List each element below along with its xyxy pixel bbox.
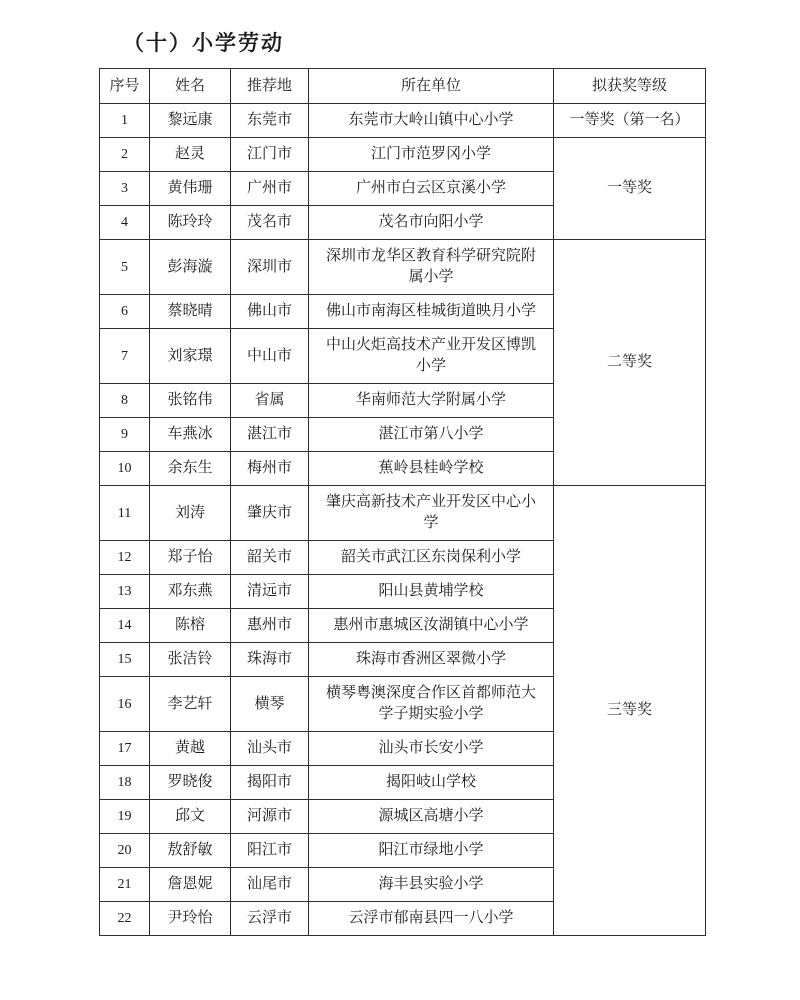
cell-no: 8 bbox=[100, 384, 150, 418]
cell-name: 车燕冰 bbox=[150, 418, 231, 452]
award-cell: 一等奖（第一名） bbox=[554, 104, 706, 138]
cell-name: 敖舒敏 bbox=[150, 834, 231, 868]
cell-unit: 茂名市向阳小学 bbox=[309, 206, 554, 240]
cell-unit: 江门市范罗冈小学 bbox=[309, 138, 554, 172]
cell-place: 韶关市 bbox=[231, 541, 309, 575]
cell-place: 东莞市 bbox=[231, 104, 309, 138]
cell-name: 张洁铃 bbox=[150, 643, 231, 677]
cell-unit: 韶关市武江区东岗保利小学 bbox=[309, 541, 554, 575]
cell-name: 余东生 bbox=[150, 452, 231, 486]
award-cell: 二等奖 bbox=[554, 240, 706, 486]
cell-unit: 源城区高塘小学 bbox=[309, 800, 554, 834]
cell-name: 詹恩妮 bbox=[150, 868, 231, 902]
cell-unit: 佛山市南海区桂城街道映月小学 bbox=[309, 295, 554, 329]
table-row bbox=[100, 240, 706, 295]
cell-no: 9 bbox=[100, 418, 150, 452]
award-cell: 三等奖 bbox=[554, 486, 706, 936]
cell-place: 中山市 bbox=[231, 329, 309, 384]
cell-no: 16 bbox=[100, 677, 150, 732]
cell-name: 罗晓俊 bbox=[150, 766, 231, 800]
cell-name: 邱文 bbox=[150, 800, 231, 834]
cell-no: 11 bbox=[100, 486, 150, 541]
cell-name: 黎远康 bbox=[150, 104, 231, 138]
cell-no: 1 bbox=[100, 104, 150, 138]
cell-place: 肇庆市 bbox=[231, 486, 309, 541]
cell-no: 17 bbox=[100, 732, 150, 766]
cell-no: 7 bbox=[100, 329, 150, 384]
cell-place: 省属 bbox=[231, 384, 309, 418]
cell-place: 河源市 bbox=[231, 800, 309, 834]
cell-unit: 湛江市第八小学 bbox=[309, 418, 554, 452]
cell-place: 广州市 bbox=[231, 172, 309, 206]
cell-name: 彭海漩 bbox=[150, 240, 231, 295]
cell-unit: 揭阳岐山学校 bbox=[309, 766, 554, 800]
cell-place: 深圳市 bbox=[231, 240, 309, 295]
cell-unit: 阳江市绿地小学 bbox=[309, 834, 554, 868]
cell-unit: 中山火炬高技术产业开发区博凯小学 bbox=[309, 329, 554, 384]
cell-place: 横琴 bbox=[231, 677, 309, 732]
header-place: 推荐地 bbox=[231, 69, 309, 104]
cell-place: 江门市 bbox=[231, 138, 309, 172]
cell-name: 尹玲怡 bbox=[150, 902, 231, 936]
cell-place: 湛江市 bbox=[231, 418, 309, 452]
cell-no: 5 bbox=[100, 240, 150, 295]
table-row bbox=[100, 104, 706, 138]
cell-no: 22 bbox=[100, 902, 150, 936]
header-no: 序号 bbox=[100, 69, 150, 104]
cell-name: 陈玲玲 bbox=[150, 206, 231, 240]
cell-no: 15 bbox=[100, 643, 150, 677]
cell-no: 19 bbox=[100, 800, 150, 834]
cell-no: 20 bbox=[100, 834, 150, 868]
award-cell: 一等奖 bbox=[554, 138, 706, 240]
header-unit: 所在单位 bbox=[309, 69, 554, 104]
cell-place: 云浮市 bbox=[231, 902, 309, 936]
cell-no: 21 bbox=[100, 868, 150, 902]
cell-name: 张铭伟 bbox=[150, 384, 231, 418]
cell-place: 珠海市 bbox=[231, 643, 309, 677]
cell-unit: 东莞市大岭山镇中心小学 bbox=[309, 104, 554, 138]
cell-unit: 华南师范大学附属小学 bbox=[309, 384, 554, 418]
cell-unit: 肇庆高新技术产业开发区中心小学 bbox=[309, 486, 554, 541]
cell-place: 阳江市 bbox=[231, 834, 309, 868]
cell-name: 李艺轩 bbox=[150, 677, 231, 732]
cell-unit: 蕉岭县桂岭学校 bbox=[309, 452, 554, 486]
cell-name: 陈榕 bbox=[150, 609, 231, 643]
cell-place: 汕头市 bbox=[231, 732, 309, 766]
cell-place: 惠州市 bbox=[231, 609, 309, 643]
table-body bbox=[100, 104, 706, 936]
cell-name: 郑子怡 bbox=[150, 541, 231, 575]
cell-unit: 深圳市龙华区教育科学研究院附属小学 bbox=[309, 240, 554, 295]
cell-unit: 横琴粤澳深度合作区首都师范大学子期实验小学 bbox=[309, 677, 554, 732]
cell-unit: 云浮市郁南县四一八小学 bbox=[309, 902, 554, 936]
cell-place: 汕尾市 bbox=[231, 868, 309, 902]
cell-unit: 广州市白云区京溪小学 bbox=[309, 172, 554, 206]
cell-no: 10 bbox=[100, 452, 150, 486]
cell-name: 黄伟珊 bbox=[150, 172, 231, 206]
cell-no: 4 bbox=[100, 206, 150, 240]
cell-place: 佛山市 bbox=[231, 295, 309, 329]
table-header bbox=[100, 69, 706, 104]
award-table bbox=[99, 68, 706, 936]
table-row bbox=[100, 138, 706, 172]
cell-no: 6 bbox=[100, 295, 150, 329]
cell-no: 14 bbox=[100, 609, 150, 643]
cell-no: 2 bbox=[100, 138, 150, 172]
cell-name: 赵灵 bbox=[150, 138, 231, 172]
cell-name: 蔡晓晴 bbox=[150, 295, 231, 329]
header-award: 拟获奖等级 bbox=[554, 69, 706, 104]
cell-no: 18 bbox=[100, 766, 150, 800]
cell-unit: 汕头市长安小学 bbox=[309, 732, 554, 766]
cell-unit: 海丰县实验小学 bbox=[309, 868, 554, 902]
cell-place: 梅州市 bbox=[231, 452, 309, 486]
cell-unit: 惠州市惠城区汝湖镇中心小学 bbox=[309, 609, 554, 643]
cell-name: 黄越 bbox=[150, 732, 231, 766]
cell-no: 13 bbox=[100, 575, 150, 609]
cell-place: 清远市 bbox=[231, 575, 309, 609]
header-name: 姓名 bbox=[150, 69, 231, 104]
cell-no: 3 bbox=[100, 172, 150, 206]
cell-name: 刘涛 bbox=[150, 486, 231, 541]
cell-no: 12 bbox=[100, 541, 150, 575]
cell-unit: 阳山县黄埔学校 bbox=[309, 575, 554, 609]
cell-place: 茂名市 bbox=[231, 206, 309, 240]
cell-unit: 珠海市香洲区翠微小学 bbox=[309, 643, 554, 677]
cell-name: 刘家璟 bbox=[150, 329, 231, 384]
table-row bbox=[100, 486, 706, 541]
header-row bbox=[100, 69, 706, 104]
section-title: （十）小学劳动 bbox=[123, 31, 284, 55]
cell-place: 揭阳市 bbox=[231, 766, 309, 800]
cell-name: 邓东燕 bbox=[150, 575, 231, 609]
